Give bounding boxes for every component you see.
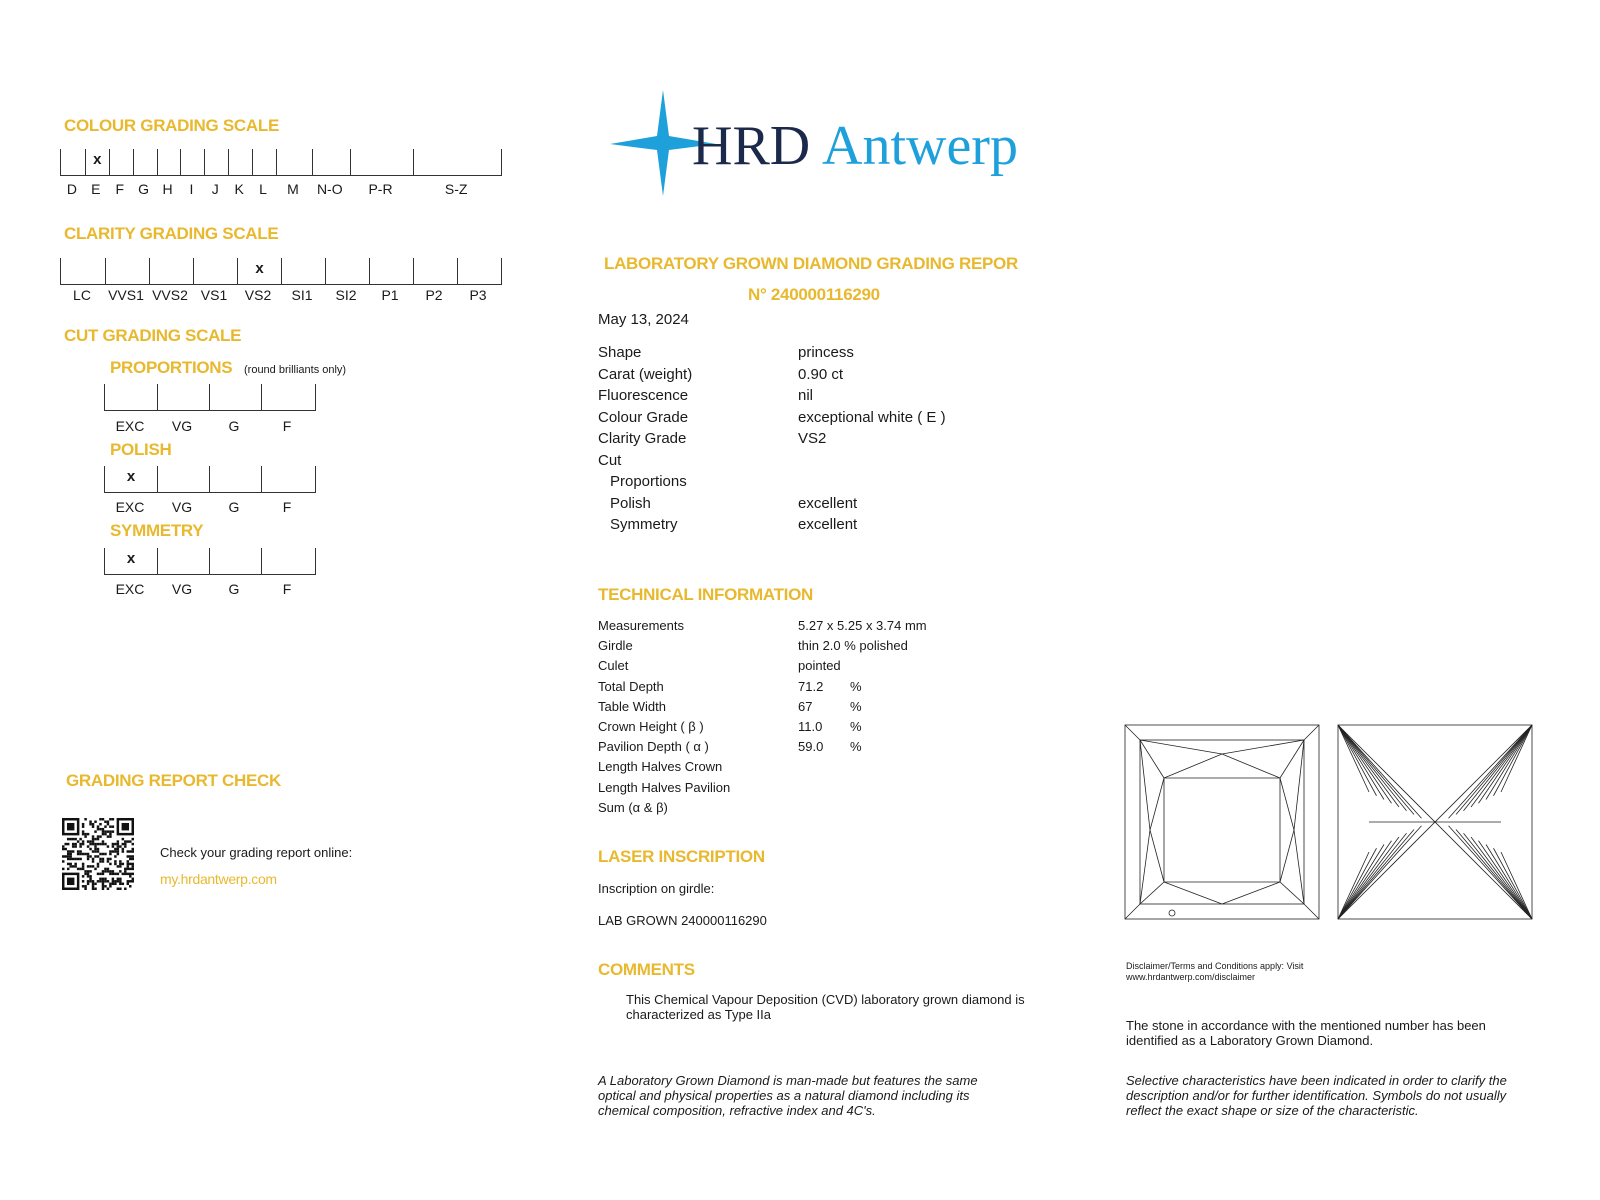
scale-label-si2: SI2 [335,287,357,303]
facet-line [1471,837,1532,919]
scale-label-p1: P1 [381,287,399,303]
polish-title: POLISH [110,440,172,459]
scale-cell-k [228,149,252,175]
scale-label-e: E [91,181,101,197]
scale-cell-f [261,466,315,492]
scale-label-f: F [282,418,292,434]
facet-line [1464,833,1533,919]
scale-label-lc: LC [73,287,91,303]
technical-row [598,719,1018,739]
field-value: excellent [798,494,858,512]
logo-text-hrd: HRD [692,115,811,177]
facet-line [1494,725,1533,796]
scale-label-vg: VG [171,418,193,434]
scale-cell-s-z [413,149,501,175]
tech-label: Girdle [598,638,633,654]
technical-row [598,658,1018,678]
scale-label-g: G [228,499,240,515]
field-value: exceptional white ( E ) [798,408,946,426]
scale-label-vg: VG [171,581,193,597]
technical-row [598,618,1018,638]
technical-row [598,638,1018,658]
facet-line [1338,845,1384,920]
technical-row [598,679,1018,699]
facet-line [1338,725,1399,807]
facet-line [1494,848,1533,919]
scale-label-d: D [66,181,77,197]
scale-label-g: G [138,181,150,197]
scale-cell-lc [61,258,105,284]
field-label: Carat (weight) [598,365,693,383]
crown-diagram [1124,724,1320,920]
tech-label: Length Halves Pavilion [598,779,731,795]
field-label: Cut [598,451,622,469]
report-field-row [598,366,1018,388]
selected-mark: x [126,468,136,485]
symmetry-boxes [104,548,316,575]
facet-line [1338,725,1407,811]
scale-cell-g [133,149,157,175]
selective-characteristics-note: Selective characteristics have been indicated in order to clarify the description and/or for further identification. Symbols do not usually reflect the exact shape or size of the characteristic. [1126,1073,1507,1118]
facet-line [1338,725,1414,815]
scale-label-p-r: P-R [368,181,393,197]
facet-line [1456,830,1532,920]
facet-line [1338,841,1392,919]
scale-cell-i [180,149,204,175]
laser-title: LASER INSCRIPTION [598,847,765,866]
proportions-labels [104,418,314,434]
scale-cell-f [261,384,315,410]
scale-cell-p-r [350,149,414,175]
proportions-note: (round brilliants only) [244,364,347,376]
scale-label-f: F [282,581,292,597]
hrd-antwerp-logo [608,88,1028,198]
technical-row [598,780,1018,800]
colour-scale-labels [60,181,500,197]
laser-value: LAB GROWN 240000116290 [598,913,767,928]
report-number: N° 240000116290 [748,285,880,304]
field-label: Fluorescence [598,387,689,404]
technical-row [598,759,1018,779]
scale-label-p3: P3 [469,287,487,303]
proportions-boxes [104,384,316,411]
scale-label-vvs1: VVS1 [108,287,144,303]
qr-code-icon[interactable] [62,818,134,890]
scale-cell-si2 [325,258,369,284]
tech-value: 71.2 [798,678,824,694]
clarity-scale-boxes [60,258,502,285]
pavilion-diagram [1337,724,1533,920]
field-value: VS2 [798,430,827,447]
tech-unit: % [850,698,862,714]
scale-cell-vg [157,466,209,492]
scale-cell-h [157,149,181,175]
symmetry-labels [104,581,314,597]
field-value: excellent [798,516,858,533]
cut-scale-title: CUT GRADING SCALE [64,326,242,345]
lab-grown-footnote: A Laboratory Grown Diamond is man-made but features the same optical and physical properties as a natural diamond including its chemical composition, refractive index and 4C's. [598,1073,978,1118]
facet-line [1338,725,1377,796]
scale-label-f: F [115,181,124,197]
scale-cell-vvs1 [105,258,149,284]
scale-cell-n-o [312,149,350,175]
polish-labels [104,499,314,515]
facet-line [1449,826,1533,919]
scale-label-exc: EXC [115,499,145,515]
scale-cell-d [61,149,85,175]
tech-label: Measurements [598,618,684,633]
field-label: Clarity Grade [598,430,687,447]
field-value: nil [798,387,814,404]
scale-label-s-z: S-Z [444,181,468,197]
scale-cell-vs1 [193,258,237,284]
tech-label: Table Width [598,698,666,714]
scale-cell-si1 [281,258,325,284]
scale-cell-g [209,466,261,492]
facet-line [1338,830,1414,920]
report-check-link[interactable]: my.hrdantwerp.com [160,871,277,887]
facet-line [1464,725,1533,811]
scale-cell-p3 [457,258,501,284]
colour-scale-boxes [60,149,502,176]
scale-label-i: I [189,181,194,197]
scale-cell-j [204,149,228,175]
tech-value: 59.0 [798,739,824,755]
tech-label: Total Depth [598,678,664,694]
field-label: Proportions [610,473,687,490]
scale-label-j: J [211,181,219,197]
scale-cell-l [252,149,276,175]
scale-cell-exc [105,548,157,574]
scale-cell-vg [157,384,209,410]
technical-row [598,739,1018,759]
technical-title: TECHNICAL INFORMATION [598,585,813,604]
report-field-row [598,495,1018,517]
tech-label: Sum (α & β) [598,799,668,815]
disclaimer: Disclaimer/Terms and Conditions apply: Visit www.hrdantwerp.com/disclaimer [1126,961,1304,982]
facet-line [1338,826,1422,919]
facet-line [1471,725,1532,807]
scale-label-m: M [287,181,299,197]
technical-row [598,800,1018,820]
logo-text-antwerp: Antwerp [822,115,1018,177]
scale-label-vvs2: VVS2 [152,287,188,303]
report-check-title: GRADING REPORT CHECK [66,771,282,790]
symmetry-title: SYMMETRY [110,521,204,540]
scale-cell-m [276,149,312,175]
field-value: 0.90 ct [798,365,844,383]
scale-label-vs1: VS1 [200,287,228,303]
polish-boxes [104,466,316,493]
scale-label-p2: P2 [425,287,443,303]
report-field-row [598,430,1018,452]
scale-label-exc: EXC [115,581,145,597]
report-field-row [598,452,1018,474]
scale-label-vg: VG [171,499,193,515]
tech-value: 5.27 x 5.25 x 3.74 mm [798,618,927,633]
scale-cell-g [209,384,261,410]
clarity-scale-title: CLARITY GRADING SCALE [64,224,279,243]
scale-label-n-o: N-O [316,181,343,197]
facet-line [1338,725,1422,818]
tech-unit: % [850,678,862,694]
scale-cell-exc [105,384,157,410]
report-field-row [598,409,1018,431]
scale-cell-e [85,149,109,175]
facet-line [1486,725,1532,800]
inclusion-mark [1169,910,1175,916]
scale-label-h: H [162,181,173,197]
tech-label: Pavilion Depth ( α ) [598,739,709,755]
facet-line [1479,725,1533,803]
tech-label: Crown Height ( β ) [598,718,704,734]
scale-cell-p1 [369,258,413,284]
facet-line [1479,841,1533,919]
tech-label: Culet [598,658,629,674]
facet-line [1338,833,1407,919]
scale-cell-vvs2 [149,258,193,284]
report-field-row [598,344,1018,366]
report-field-row [598,473,1018,495]
scale-cell-vg [157,548,209,574]
tech-value: thin 2.0 % polished [798,638,908,654]
proportions-title: PROPORTIONS [110,358,233,377]
field-label: Shape [598,344,642,361]
field-label: Polish [610,494,651,512]
facet-line [1338,725,1384,800]
report-field-row [598,516,1018,538]
tech-unit: % [850,718,862,734]
scale-cell-exc [105,466,157,492]
scale-label-k: K [234,181,244,197]
selected-mark: x [255,260,264,277]
colour-scale-title: COLOUR GRADING SCALE [64,116,280,135]
facet-line [1338,725,1392,803]
laser-label: Inscription on girdle: [598,881,715,896]
facet-line [1456,725,1532,815]
scale-cell-f [261,548,315,574]
scale-cell-g [209,548,261,574]
scale-label-g: G [228,418,240,434]
scale-cell-vs2 [237,258,281,284]
report-date: May 13, 2024 [598,311,689,328]
tech-value: 11.0 [798,718,823,734]
report-fields-table [598,344,1018,538]
field-label: Symmetry [610,516,678,533]
tech-unit: % [850,739,862,755]
scale-label-vs2: VS2 [244,287,272,303]
comments-title: COMMENTS [598,960,695,979]
identification-text: The stone in accordance with the mentioned number has been identified as a Laboratory Grown Diamond. [1126,1018,1486,1048]
selected-mark: x [126,550,136,567]
field-value: princess [798,344,854,361]
tech-value: pointed [798,658,841,674]
scale-label-f: F [282,499,292,515]
scale-label-l: L [259,181,267,197]
scale-label-exc: EXC [115,418,145,434]
scale-label-g: G [228,581,240,597]
report-title: LABORATORY GROWN DIAMOND GRADING REPOR [604,254,1018,273]
scale-cell-f [109,149,133,175]
facet-line [1338,837,1399,919]
field-label: Colour Grade [598,408,689,426]
scale-label-si1: SI1 [291,287,313,303]
facet-line [1338,848,1377,919]
technical-row [598,699,1018,719]
tech-label: Length Halves Crown [598,759,723,775]
report-field-row [598,387,1018,409]
report-check-text: Check your grading report online: [160,845,353,860]
scale-cell-p2 [413,258,457,284]
tech-value: 67 [798,698,813,714]
facet-line [1449,725,1533,818]
technical-table [598,618,1018,820]
clarity-scale-labels [60,287,500,303]
selected-mark: x [93,151,102,168]
comments-text: This Chemical Vapour Deposition (CVD) laboratory grown diamond is characterized as Type IIa [626,992,1025,1022]
facet-line [1486,845,1532,920]
